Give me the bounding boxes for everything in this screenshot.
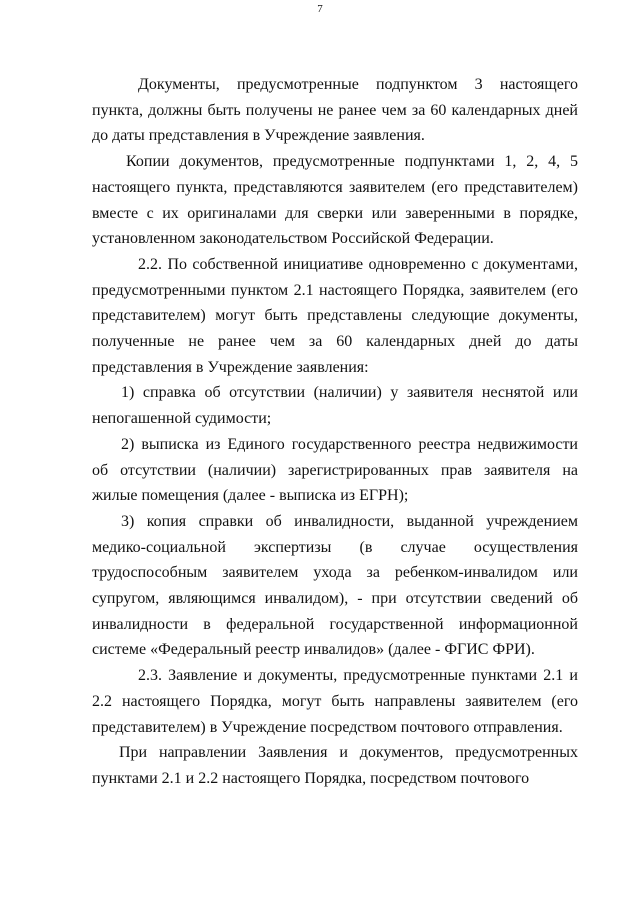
list-item-egrn-extract: 2) выписка из Единого государственного реестра недвижимости об отсутствии (наличии) зарегистрированных прав заявителя на жилые помещения (далее - выписка из ЕГРН);: [92, 435, 578, 505]
page-number: 7: [317, 3, 323, 15]
paragraph-section-2-3: 2.3. Заявление и документы, предусмотренные пунктами 2.1 и 2.2 настоящего Порядка, могут быть направлены заявителем (его представителем) в Учреждение посредством почтового отправления.: [92, 667, 578, 736]
paragraph-document-copies: Копии документов, предусмотренные подпунктами 1, 2, 4, 5 настоящего пункта, представляются заявителем (его представителем) вместе с их оригиналами для сверки или заверенными в порядке, установленном законодательством Российской Федерации.: [92, 153, 578, 248]
paragraph-documents-deadline: Документы, предусмотренные подпунктом 3 настоящего пункта, должны быть получены не ранее чем за 60 календарных дней до даты представления в Учреждение заявления.: [92, 76, 578, 145]
document-body: [92, 72, 578, 792]
paragraph-section-2-2: 2.2. По собственной инициативе одновременно с документами, предусмотренными пунктом 2.1 настоящего Порядка, заявителем (его представителем) могут быть представлены следующие документы, полученные не ранее чем за 60 календарных дней до даты представления в Учреждение заявления:: [92, 255, 578, 376]
list-item-criminal-record: 1) справка об отсутствии (наличии) у заявителя неснятой или непогашенной судимости;: [92, 384, 578, 428]
list-item-disability-certificate: 3) копия справки об инвалидности, выданной учреждением медико-социальной экспертизы (в случае осуществления трудоспособным заявителем ухода за ребенком-инвалидом или супругом, являющимся инвалидом), - при отсутствии сведений об инвалидности в федеральной государственной информационной системе «Федеральный реестр инвалидов» (далее - ФГИС ФРИ).: [92, 512, 578, 659]
paragraph-postal-submission: При направлении Заявления и документов, предусмотренных пунктами 2.1 и 2.2 настоящего Порядка, посредством почтового: [92, 744, 578, 787]
